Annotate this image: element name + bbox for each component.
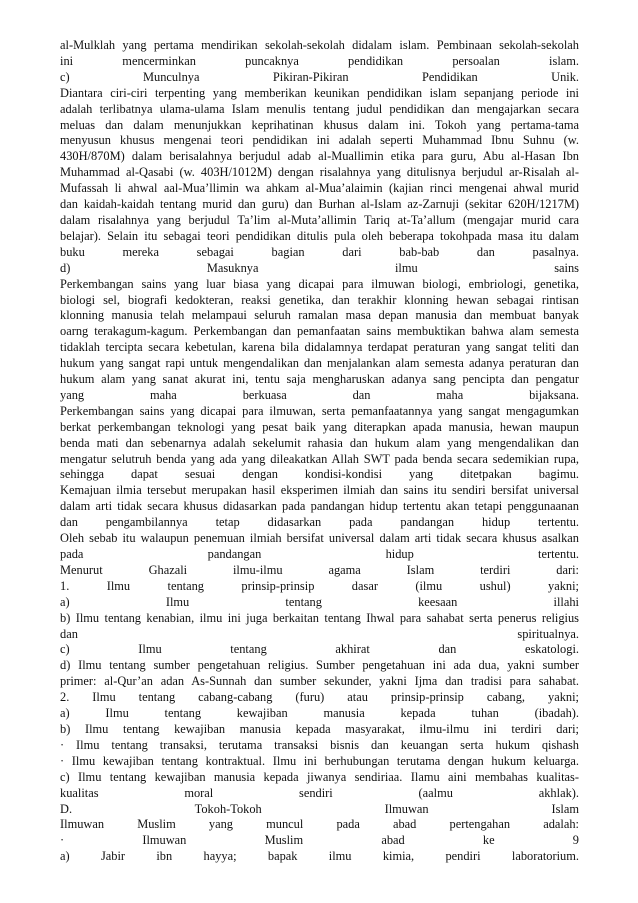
text-line: Ilmuwan Muslim yang muncul pada abad pertengahan adalah: bbox=[60, 817, 579, 832]
text-line: yang maha berkuasa dan maha bijaksana. bbox=[60, 387, 579, 402]
text-line: berkat perkembangan teknologi yang pesat baik yang diterapkan apada manusia, hewan maupun bbox=[60, 419, 579, 434]
text-line: meluas dan dalam menunjukkan keprihatinan khusus dalam ini. Tokoh yang pertama-tama bbox=[60, 117, 579, 132]
text-line: Perkembangan sains yang luar biasa yang dicapai para ilmuwan biologi, embriologi, genetika, bbox=[60, 276, 579, 291]
text-line: tidaklah tercipta secara kebetulan, karena bila didalamnya terdapat peraturan yang sangat teliti dan bbox=[60, 340, 579, 355]
text-line: adalah terlibatnya ulama-ulama Islam menulis tentang judul pendidikan dan mengajarkan secara bbox=[60, 101, 579, 116]
text-line: dan pengambilannya tetap didasarkan pada pandangan hidup tertentu. bbox=[60, 515, 579, 530]
text-line: Oleh sebab itu walaupun penemuan ilmiah bersifat universal dalam arti tidak secara khusus asalkan bbox=[60, 531, 579, 546]
text-line: buku mereka sebagai bagian dari bab-bab dan pasalnya. bbox=[60, 244, 579, 259]
text-line: c) Ilmu tentang akhirat dan eskatologi. bbox=[60, 642, 579, 657]
document-body bbox=[60, 38, 579, 865]
text-line: · Ilmu tentang transaksi, terutama transaksi bisnis dan keuangan serta hukum qishash bbox=[60, 737, 579, 752]
text-line: 2. Ilmu tentang cabang-cabang (furu) atau prinsip-prinsip cabang, yakni; bbox=[60, 690, 579, 705]
text-line: klonning manusia telah melampaui seluruh ramalan masa depan manusia dan membuat banyak bbox=[60, 308, 579, 323]
text-line: belajar). Selain itu sebagai teori pendidikan ditulis pula oleh beberapa tokohpada masa itu dalam bbox=[60, 228, 579, 243]
text-line: Muhammad al-Qasabi (w. 403H/1012M) dengan risalahnya yang ditulisnya berjudul ar-Risalah al- bbox=[60, 165, 579, 180]
text-line: oarng terakagum-kagum. Perkembangan dan pemanfaatan sains membuktikan bahwa alam semesta bbox=[60, 324, 579, 339]
text-line: benda mati dan sebenarnya adalah sekelumit rahasia dan hukum alam yang mengendalikan dan bbox=[60, 435, 579, 450]
text-line: kualitas moral sendiri (aalmu akhlak). bbox=[60, 785, 579, 800]
text-line: d) Masuknya ilmu sains bbox=[60, 260, 579, 275]
text-line: c) Munculnya Pikiran-Pikiran Pendidikan Unik. bbox=[60, 69, 579, 84]
text-line: 430H/870M) dalam berisalahnya berjudul adab al-Muallimin etika para guru, Abu al-Hasan Ibn bbox=[60, 149, 579, 164]
text-line: d) Ilmu tentang sumber pengetahuan religius. Sumber pengetahuan ini ada dua, yakni sumber bbox=[60, 658, 579, 673]
text-line: a) Ilmu tentang kewajiban manusia kepada tuhan (ibadah). bbox=[60, 706, 579, 721]
text-line: primer: al-Qur’an adan As-Sunnah dan sumber sekunder, yakni Ijma dan tradisi para sahabat. bbox=[60, 674, 579, 689]
text-line: Kemajuan ilmia tersebut merupakan hasil eksperimen ilmiah dan sains itu sendiri bersifat universal bbox=[60, 483, 579, 498]
text-line: Diantara ciri-ciri terpenting yang memberikan keunikan pendidikan islam sepanjang periode ini bbox=[60, 85, 579, 100]
text-line: a) Jabir ibn hayya; bapak ilmu kimia, pendiri laboratorium. bbox=[60, 849, 579, 864]
text-line: dalam arti tidak secara khusus didasarkan pada pandangan hidup tertentu akan tetapi penggunaanan bbox=[60, 499, 579, 514]
text-line: 1. Ilmu tentang prinsip-prinsip dasar (ilmu ushul) yakni; bbox=[60, 578, 579, 593]
text-line: ini mencerminkan puncaknya pendidikan persoalan islam. bbox=[60, 53, 579, 68]
text-line: Mufassah li ahwal aal-Mua’llimin wa ahkam al-Mua’alaimin (kajian rinci mengenai ahwal murid bbox=[60, 181, 579, 196]
text-line: c) Ilmu tentang kewajiban manusia kepada jiwanya sendiriaa. Ilamu aini membahas kualitas- bbox=[60, 769, 579, 784]
text-line: hukum yang sangat rapi untuk mengendalikan dan menjalankan alam semesta adanya peraturan dan bbox=[60, 356, 579, 371]
text-line: dan spiritualnya. bbox=[60, 626, 579, 641]
text-line: mengatur selutruh benda yang ada yang dileakatkan Allah SWT pada benda secara sedemikian rupa, bbox=[60, 451, 579, 466]
text-line: pada pandangan hidup tertentu. bbox=[60, 547, 579, 561]
text-line: Menurut Ghazali ilmu-ilmu agama Islam terdiri dari: bbox=[60, 562, 579, 577]
text-line: dalam risalahnya yang berjudul Ta’lim al-Muta’allimin Tariq at-Ta’allum (mengajar murid cara bbox=[60, 212, 579, 227]
text-line: a) Ilmu tentang keesaan illahi bbox=[60, 594, 579, 609]
text-line: · Ilmuwan Muslim abad ke 9 bbox=[60, 833, 579, 848]
text-line: menyusun khusus mengenai teori pendidikan ini adalah seperti Muhammad Ibnu Suhnu (w. bbox=[60, 133, 579, 148]
text-line: b) Ilmu tentang kewajiban manusia kepada masyarakat, ilmu-ilmu ini terdiri dari; bbox=[60, 721, 579, 736]
text-line: Perkembangan sains yang dicapai para ilmuwan, serta pemanfaatannya yang sangat mengagumkan bbox=[60, 403, 579, 418]
text-line: biologi sel, biografi kedokteran, reaksi genetika, dan terakhir klonning hewan sebagai rintisan bbox=[60, 292, 579, 307]
text-line: b) Ilmu tentang kenabian, ilmu ini juga berkaitan tentang Ihwal para sahabat serta penerus religius bbox=[60, 610, 579, 625]
text-line: · Ilmu kewajiban tentang kontraktual. Ilmu ini berhubungan terutama dengan hukum keluarga. bbox=[60, 753, 579, 768]
text-line: al-Mulklah yang pertama mendirikan sekolah-sekolah didalam islam. Pembinaan sekolah-sekolah bbox=[60, 38, 579, 52]
text-line: hukum alam yang sanat akurat ini, tentu saja mengharuskan adanya sang pencipta dan pengatur bbox=[60, 372, 579, 387]
text-line: sehingga dapat sesuai dengan kondisi-kondisi yang ditetpakan bagimu. bbox=[60, 467, 579, 482]
text-line: D. Tokoh-Tokoh Ilmuwan Islam bbox=[60, 801, 579, 816]
text-line: dan kaidah-kaidah tentang murid dan guru) dan Burhan al-Islam az-Zarnuji (sekitar 620H/1217M) bbox=[60, 197, 579, 212]
